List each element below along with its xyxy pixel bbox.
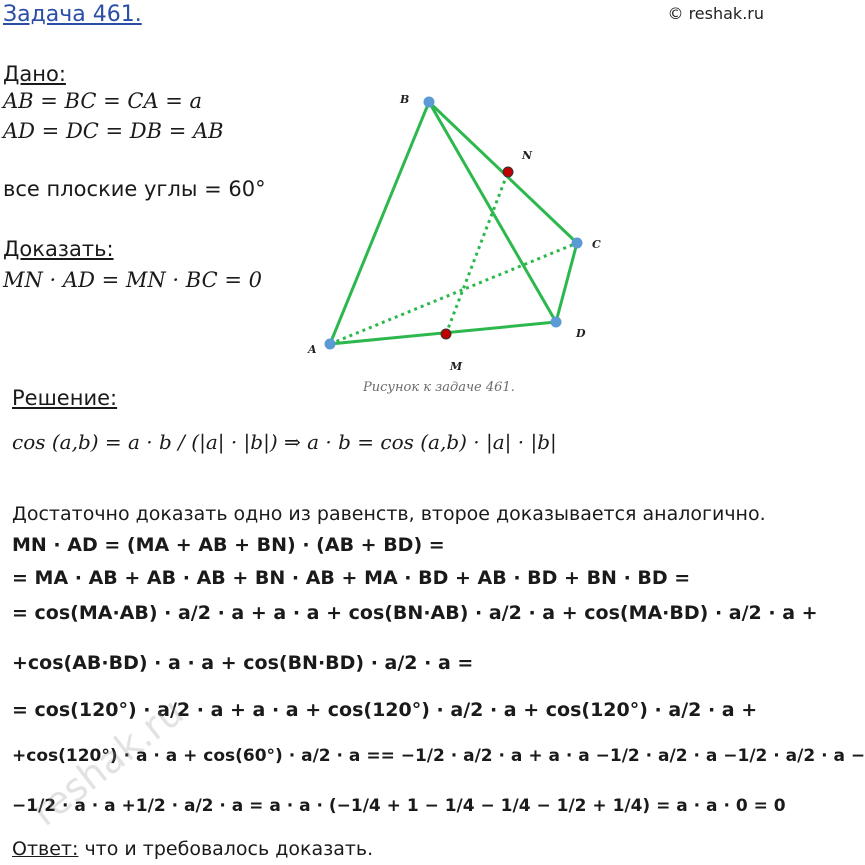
label-n: N — [522, 149, 533, 162]
vertex-c — [572, 238, 583, 249]
answer-label: Ответ: — [12, 838, 79, 860]
midpoint-m — [441, 329, 451, 339]
given-heading: Дано: — [3, 62, 66, 86]
solution-heading: Решение: — [12, 386, 118, 410]
tetrahedron-figure — [300, 85, 600, 385]
edge-bd — [429, 102, 556, 322]
figure-caption: Рисунок к задаче 461. — [363, 380, 515, 395]
solution-line-5: = cos(120°) · a/2 · a + a · a + cos(120°) · a/2 · a + cos(120°) · a/2 · a + — [12, 699, 758, 721]
label-b: B — [400, 93, 410, 106]
answer-text: что и требовалось доказать. — [84, 838, 374, 860]
label-c: C — [592, 238, 601, 251]
label-d: D — [576, 327, 586, 340]
watermark: reshak.ru — [23, 689, 192, 835]
label-m: M — [450, 360, 463, 373]
hidden-edges — [330, 172, 577, 344]
given-line-3: все плоские углы = 60° — [3, 177, 266, 201]
prove-heading: Доказать: — [3, 237, 114, 261]
site-credit: © reshak.ru — [667, 4, 764, 23]
edge-ab — [330, 102, 429, 344]
cos-formula: cos (a,b) = a · b / (|a| · |b|) ⇒ a · b = cos (a,b) · |a| · |b| — [12, 430, 557, 454]
given-line-2: AD = DC = DB = AB — [3, 119, 224, 143]
given-line-1: AB = BC = CA = a — [3, 89, 203, 113]
task-link[interactable]: Задача 461. — [3, 2, 142, 27]
vertex-b — [424, 97, 435, 108]
segment-mn — [446, 172, 508, 334]
edge-cd — [556, 243, 577, 322]
solution-line-3: = cos(MA·AB) · a/2 · a + a · a + cos(BN·AB) · a/2 · a + cos(MA·BD) · a/2 · a + — [12, 602, 818, 624]
solution-line-6: +cos(120°) · a · a + cos(60°) · a/2 · a == −1/2 · a/2 · a + a · a −1/2 · a/2 · a −1/2 · a/2 · a − — [12, 746, 865, 766]
midpoint-n — [503, 167, 513, 177]
answer — [12, 838, 373, 860]
solution-line-4: +cos(AB·BD) · a · a + cos(BN·BD) · a/2 · a = — [12, 652, 474, 674]
visible-edges — [330, 102, 577, 344]
prove-statement: MN · AD = MN · BC = 0 — [3, 268, 262, 292]
solution-line-1: MN · AD = (MA + AB + BN) · (AB + BD) = — [12, 534, 445, 556]
solution-intro: Достаточно доказать одно из равенств, второе доказывается аналогично. — [12, 503, 766, 525]
solution-line-7: −1/2 · a · a +1/2 · a/2 · a = a · a · (−1/4 + 1 − 1/4 − 1/4 − 1/2 + 1/4) = a · a · 0 = 0 — [12, 796, 786, 816]
vertex-a — [325, 339, 336, 350]
vertex-d — [551, 317, 562, 328]
label-a: A — [308, 343, 317, 356]
solution-line-2: = MA · AB + AB · AB + BN · AB + MA · BD + AB · BD + BN · BD = — [12, 567, 691, 589]
